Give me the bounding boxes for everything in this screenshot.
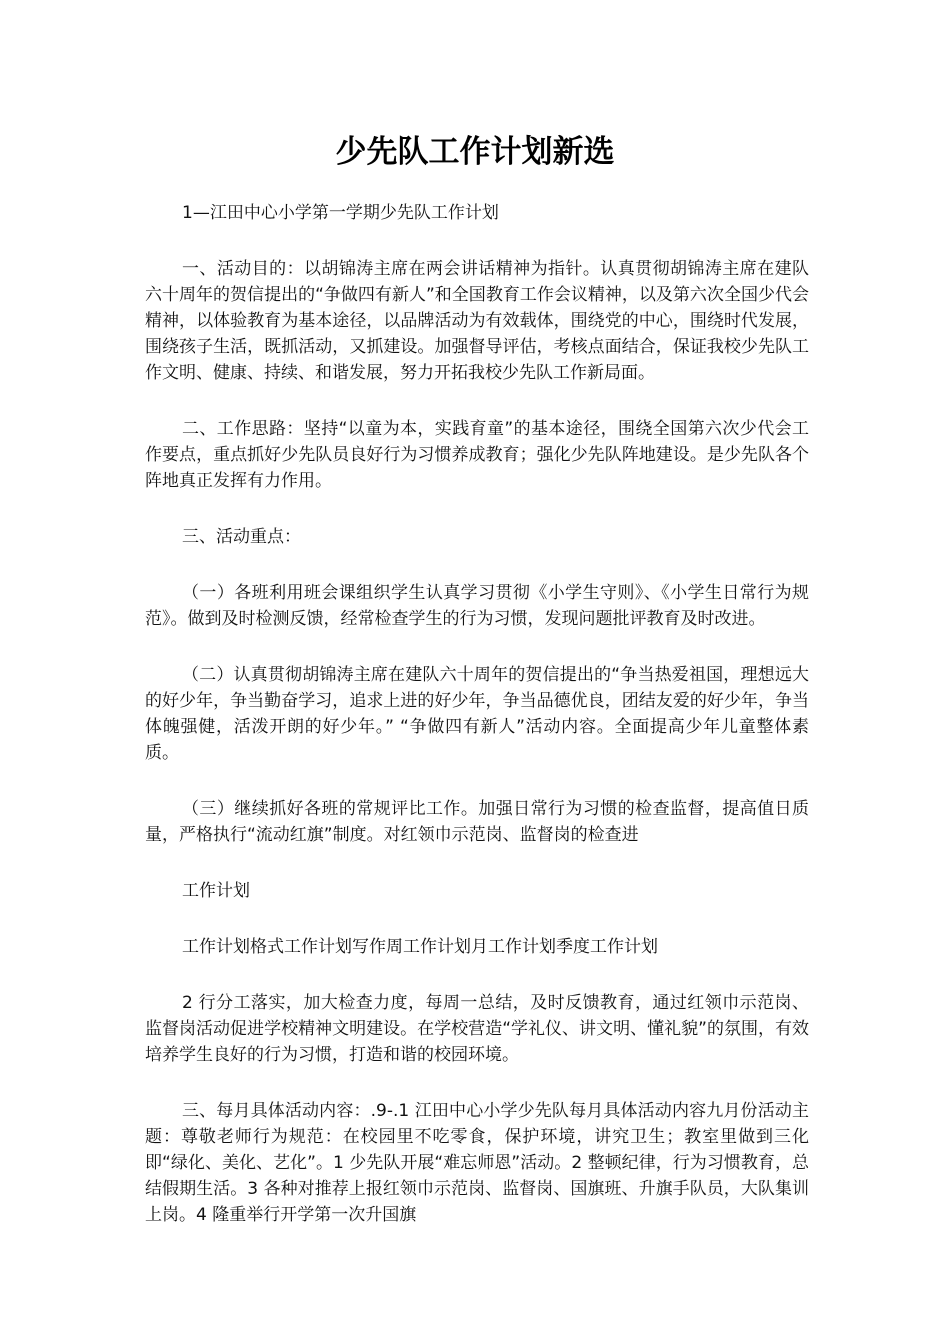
paragraph-monthly-activities: 三、每月具体活动内容：.9-.1 江田中心小学少先队每月具体活动内容九月份活动主题：尊敬老师行为规范：在校园里不吃零食，保护环境，讲究卫生；教室里做到三化即“绿化、美化、艺化”。1 少先队开展“难忘师恩”活动。2 整顿纪律，行为习惯教育，总结假期生活。3 各种对推荐上报红领巾示范岗、监督岗、国旗班、升旗手队员，大队集训上岗。4 隆重举行开学第一次升国旗 xyxy=(145,1101,809,1225)
paragraph-key-points-heading: 三、活动重点： xyxy=(182,527,301,547)
paragraph-work-plan-keywords: 工作计划格式工作计划写作周工作计划月工作计划季度工作计划 xyxy=(182,937,658,957)
document-body xyxy=(145,200,809,1258)
paragraph-point-two: （二）认真贯彻胡锦涛主席在建队六十周年的贺信提出的“争当热爱祖国，理想远大的好少年，争当勤奋学习，追求上进的好少年，争当品德优良，团结友爱的好少年，争当体魄强健，活泼开朗的好少年。” “争做四有新人”活动内容。全面提高少年儿童整体素质。 xyxy=(145,665,809,763)
paragraph-work-plan-label: 工作计划 xyxy=(182,881,250,901)
paragraph-plan-heading: 1—江田中心小学第一学期少先队工作计划 xyxy=(182,203,499,223)
paragraph-point-one: （一）各班利用班会课组织学生认真学习贯彻《小学生守则》、《小学生日常行为规范》。做到及时检测反馈，经常检查学生的行为习惯，发现问题批评教育及时改进。 xyxy=(145,583,809,629)
paragraph-activity-purpose: 一、活动目的：以胡锦涛主席在两会讲话精神为指针。认真贯彻胡锦涛主席在建队六十周年的贺信提出的“争做四有新人”和全国教育工作会议精神，以及第六次全国少代会精神，以体验教育为基本途径，以品牌活动为有效载体，围绕党的中心，围绕时代发展，围绕孩子生活，既抓活动，又抓建设。加强督导评估，考核点面结合，保证我校少先队工作文明、健康、持续、和谐发展，努力开拓我校少先队工作新局面。 xyxy=(145,259,809,383)
document-title: 少先队工作计划新选 xyxy=(335,134,615,170)
paragraph-work-approach: 二、工作思路：坚持“以童为本，实践育童”的基本途径，围绕全国第六次少代会工作要点，重点抓好少先队员良好行为习惯养成教育；强化少先队阵地建设。是少先队各个阵地真正发挥有力作用。 xyxy=(145,419,809,491)
paragraph-point-three: （三）继续抓好各班的常规评比工作。加强日常行为习惯的检查监督，提高值日质量，严格执行“流动红旗”制度。对红领巾示范岗、监督岗的检查进 xyxy=(145,799,809,845)
paragraph-continuation: 2 行分工落实，加大检查力度，每周一总结，及时反馈教育，通过红领巾示范岗、监督岗活动促进学校精神文明建设。在学校营造“学礼仪、讲文明、懂礼貌”的氛围，有效培养学生良好的行为习惯，打造和谐的校园环境。 xyxy=(145,993,809,1065)
